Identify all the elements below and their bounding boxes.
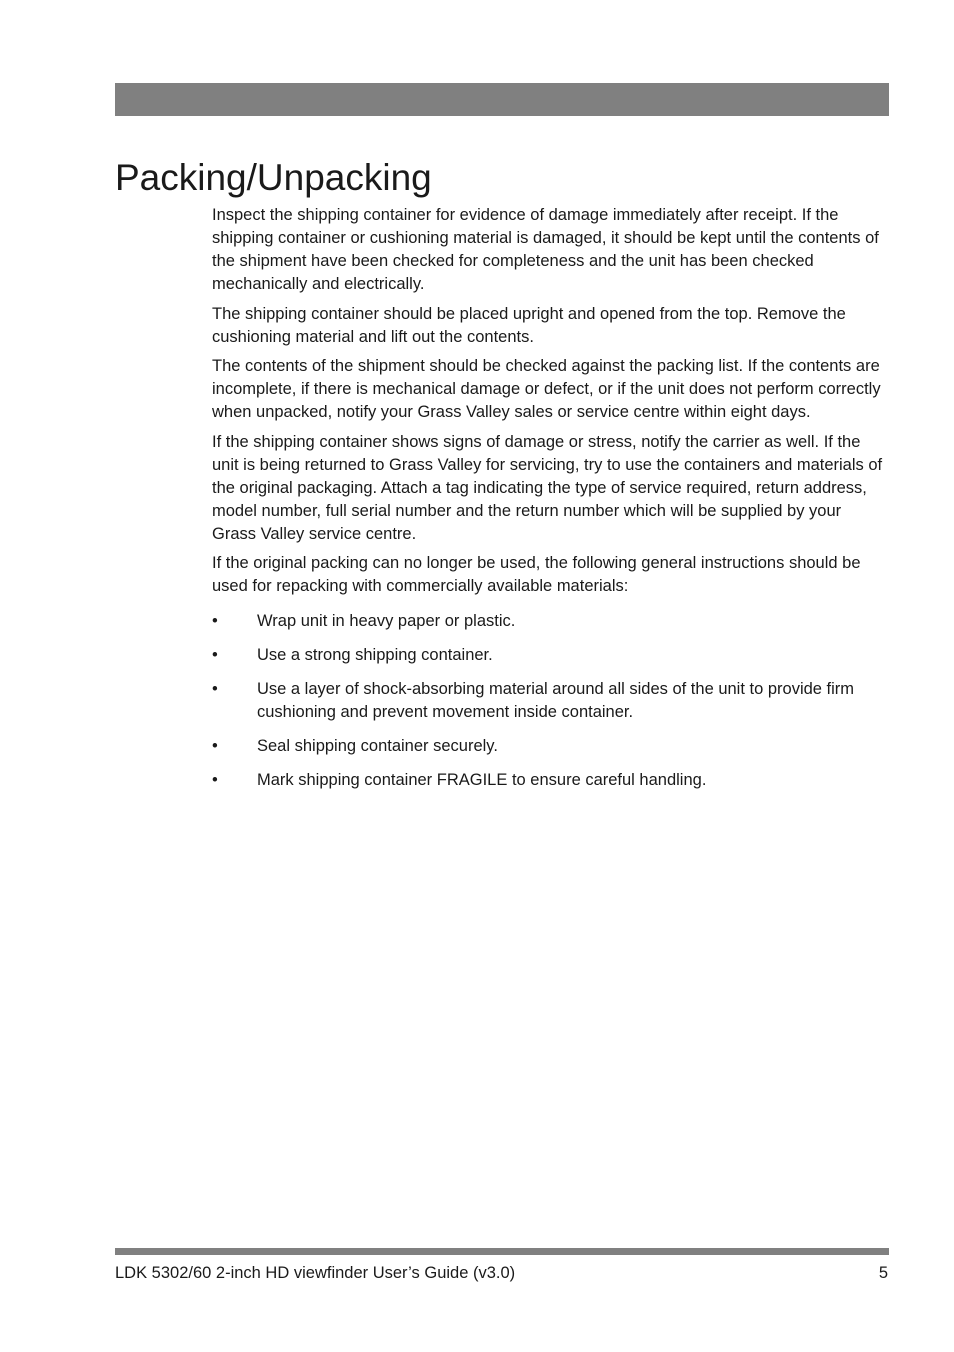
paragraph-inspect: Inspect the shipping container for evidence of damage immediately after receipt. If the shipping container or cushioning material is damaged, it should be kept until the contents of the shipment have been checked for completeness and the unit has been checked mechanically and electrically. [212,206,879,293]
list-item [212,644,889,667]
bullet-icon: • [212,612,218,630]
list-item-text: Wrap unit in heavy paper or plastic. [257,612,516,630]
list-item-text: Use a layer of shock-absorbing material around all sides of the unit to provide firm cushioning and prevent movement inside container. [257,680,855,721]
list-item [212,735,889,758]
list-item-text: Use a strong shipping container. [257,646,493,664]
repacking-instructions-list [212,610,889,792]
bullet-icon: • [212,737,218,755]
header-rule-bar [115,83,889,116]
body-content [212,204,889,803]
paragraph-open: The shipping container should be placed upright and opened from the top. Remove the cushioning material and lift out the contents. [212,304,846,346]
bullet-icon: • [212,646,218,664]
paragraph-repacking: If the original packing can no longer be used, the following general instructions should be used for repacking with commercially available materials: [212,554,861,595]
footer-rule-bar [115,1248,889,1255]
bullet-icon: • [212,771,218,789]
list-item [212,610,889,633]
list-item [212,769,889,792]
page-title: Packing/Unpacking [115,157,432,198]
list-item-text: Seal shipping container securely. [257,737,498,755]
bullet-icon: • [212,680,218,698]
list-item-text: Mark shipping container FRAGILE to ensure careful handling. [257,771,707,789]
paragraph-damage-return: If the shipping container shows signs of damage or stress, notify the carrier as well. If the unit is being returned to Grass Valley for servicing, try to use the containers and materials of the original packaging. Attach a tag indicating the type of service required, return address, model number, full serial number and the return number which will be supplied by your Grass Valley service centre. [212,432,883,543]
footer-document-title: LDK 5302/60 2-inch HD viewfinder User’s Guide (v3.0) [115,1264,516,1282]
page-number: 5 [878,1264,888,1282]
list-item [212,678,889,724]
paragraph-check-contents: The contents of the shipment should be checked against the packing list. If the contents are incomplete, if there is mechanical damage or defect, or if the unit does not perform correctly when unpacked, notify your Grass Valley sales or service centre within eight days. [212,357,881,421]
